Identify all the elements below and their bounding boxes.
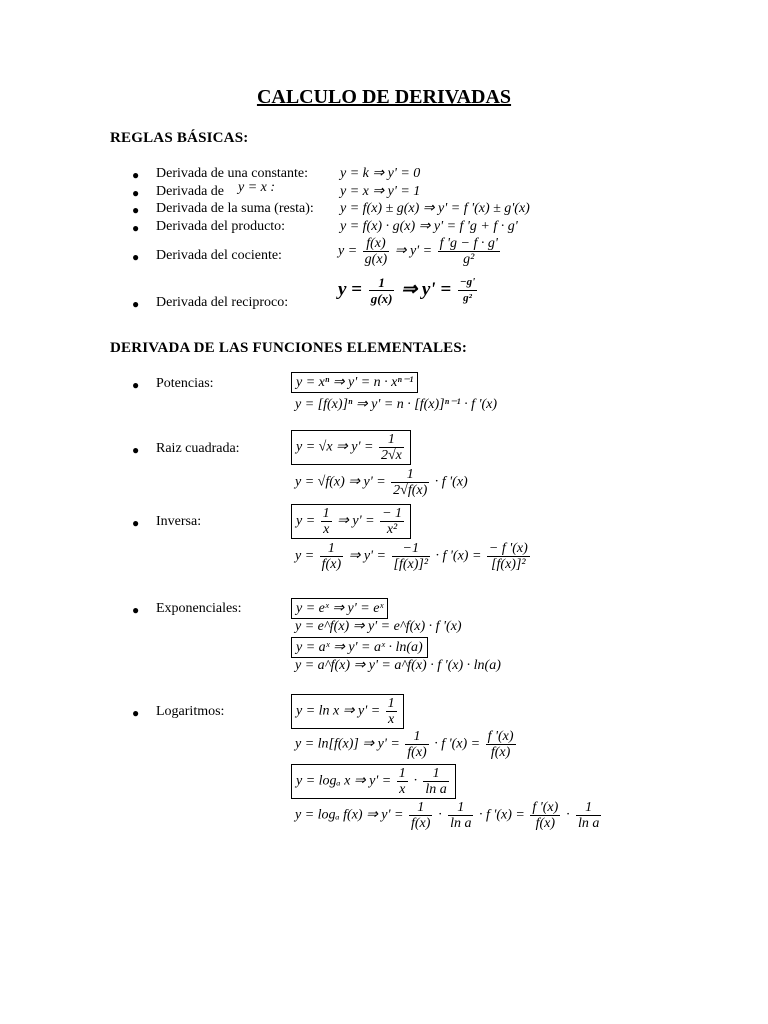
formula-part: y = ln[f(x)] ⇒ y' =	[295, 736, 400, 752]
section-heading-elementary: DERIVADA DE LAS FUNCIONES ELEMENTALES:	[110, 340, 468, 356]
formula-ln-chain	[295, 729, 518, 760]
rule-formula-identity: y = x ⇒ y' = 1	[340, 184, 421, 199]
formula-part: y = √x ⇒ y' =	[296, 439, 374, 455]
formula-part: y = logₐ x ⇒ y' =	[296, 773, 392, 789]
bullet-icon: ●	[132, 443, 140, 457]
numerator: 1	[409, 800, 432, 816]
page-title: CALCULO DE DERIVADAS	[256, 86, 512, 108]
rule-label-product: Derivada del producto:	[156, 219, 286, 234]
formula-log-basic: y = logₐ x ⇒ y' = $\frac{1}{x}$ · $\frac{1}{\text{ln a}}$	[291, 764, 456, 799]
formula-log-chain: y = logₐ f(x) ⇒ y' = $\frac{1}{f(x)}$ · $\frac{1}{\text{ln a}}$ · f '(x) = $\frac{f '(x)}{f(x)}$ · $\frac{1}{\text{ln a}}$	[295, 800, 600, 831]
fraction	[397, 766, 408, 797]
formula-sqrt-basic	[291, 430, 411, 465]
denominator: f(x)	[321, 557, 342, 572]
formula-part: · f '(x) =	[435, 548, 482, 564]
fraction	[392, 541, 431, 572]
denominator: g(x)	[364, 252, 388, 267]
denominator: x²	[386, 522, 398, 537]
formula-part: ⇒ y' =	[337, 513, 375, 529]
rule-label-quotient: Derivada del cociente:	[156, 248, 282, 263]
fraction	[379, 432, 404, 463]
formula-part: y = √f(x) ⇒ y' =	[295, 474, 386, 490]
formula-part: ⇒ y' =	[394, 243, 433, 259]
fraction	[409, 800, 432, 831]
formula-sqrt-chain	[295, 467, 468, 498]
label-raiz: Raiz cuadrada:	[156, 441, 240, 456]
bullet-icon: ●	[132, 603, 140, 617]
bullet-icon: ●	[132, 186, 140, 200]
numerator: 1	[576, 800, 601, 816]
denominator: x	[399, 782, 406, 797]
fraction	[369, 275, 395, 306]
fraction	[448, 800, 473, 831]
formula-part: · f '(x) =	[434, 736, 481, 752]
denominator: g²	[463, 252, 475, 267]
rule-label-constant: Derivada de una constante:	[156, 166, 308, 181]
section-heading-basic-rules: REGLAS BÁSICAS:	[110, 130, 249, 146]
label-logaritmos: Logaritmos:	[156, 704, 225, 719]
numerator: f(x)	[363, 236, 390, 252]
rule-label-reciprocal: Derivada del reciproco:	[156, 295, 289, 310]
formula-part: · f '(x)	[434, 474, 468, 490]
label-inversa: Inversa:	[156, 514, 202, 529]
formula-inverse-chain	[295, 541, 532, 572]
denominator: f(x)	[490, 745, 511, 760]
numerator: − 1	[382, 506, 403, 521]
denominator: 2√f(x)	[393, 483, 428, 498]
bullet-icon: ●	[132, 203, 140, 217]
numerator: −1	[392, 541, 431, 557]
formula-part: y =	[338, 243, 358, 259]
rule-formula-product: y = f(x) · g(x) ⇒ y' = f 'g + f · g'	[340, 219, 518, 234]
numerator: 1	[387, 696, 395, 711]
numerator: 1	[391, 467, 429, 483]
denominator: [f(x)]²	[393, 557, 429, 572]
numerator: 1	[322, 506, 330, 521]
formula-exp-e-chain: y = e^f(x) ⇒ y' = e^f(x) · f '(x)	[295, 619, 462, 634]
formula-part: y =	[295, 548, 315, 564]
denominator: ln a	[577, 816, 600, 831]
numerator: − f '(x)	[488, 541, 528, 556]
denominator: f(x)	[410, 816, 431, 831]
numerator: 1	[448, 800, 473, 816]
denominator: g(x)	[370, 291, 393, 306]
fraction	[576, 800, 601, 831]
denominator: ln a	[450, 816, 472, 831]
formula-part: · f '(x) =	[478, 807, 525, 823]
formula-part: ⇒ y' =	[348, 548, 386, 564]
formula-ln-basic	[291, 694, 404, 729]
numerator: 1	[398, 766, 406, 781]
fraction	[405, 729, 428, 760]
fraction	[321, 506, 332, 537]
bullet-icon: ●	[132, 378, 140, 392]
denominator: g²	[463, 292, 472, 304]
rule-label-sum: Derivada de la suma (resta):	[156, 201, 314, 216]
fraction	[486, 729, 516, 760]
denominator: f(x)	[407, 745, 427, 760]
bullet-icon: ●	[132, 250, 140, 264]
bullet-icon: ●	[132, 168, 140, 182]
fraction	[363, 236, 390, 267]
bullet-icon: ●	[132, 297, 140, 311]
rule-formula-sum: y = f(x) ± g(x) ⇒ y' = f '(x) ± g'(x)	[340, 201, 530, 216]
formula-power-chain: y = [f(x)]ⁿ ⇒ y' = n · [f(x)]ⁿ⁻¹ · f '(x)	[295, 397, 498, 412]
bullet-icon: ●	[132, 706, 140, 720]
denominator: x	[323, 522, 330, 537]
numerator: 1	[379, 432, 404, 448]
numerator: 1	[405, 729, 428, 745]
numerator: 1	[369, 275, 395, 291]
fraction	[391, 467, 429, 498]
formula-part: y =	[338, 278, 363, 300]
formula-power-basic: y = xⁿ ⇒ y' = n · xⁿ⁻¹	[291, 372, 418, 393]
rule-inline-identity: y = x :	[238, 180, 276, 195]
numerator: −g'	[458, 275, 477, 291]
denominator: f(x)	[535, 816, 556, 831]
formula-part: y = logₐ f(x) ⇒ y' =	[295, 807, 404, 823]
rule-formula-reciprocal	[338, 275, 479, 306]
bullet-icon: ●	[132, 221, 140, 235]
fraction	[320, 541, 343, 572]
denominator: ln a	[425, 782, 447, 797]
numerator: f 'g − f · g'	[439, 236, 498, 251]
rule-formula-quotient	[338, 236, 502, 267]
formula-exp-a-chain: y = a^f(x) ⇒ y' = a^f(x) · f '(x) · ln(a)	[295, 658, 501, 673]
fraction	[458, 275, 477, 306]
fraction	[438, 236, 500, 267]
numerator: 1	[320, 541, 343, 557]
fraction	[423, 766, 448, 797]
label-exponenciales: Exponenciales:	[156, 601, 242, 616]
formula-exp-a-basic: y = aˣ ⇒ y' = aˣ · ln(a)	[291, 637, 428, 658]
formula-part: y =	[296, 513, 316, 529]
denominator: x	[388, 712, 395, 727]
formula-part: y = ln x ⇒ y' =	[296, 703, 381, 719]
denominator: 2√x	[380, 448, 402, 463]
numerator: f '(x)	[532, 800, 559, 815]
formula-part: ⇒ y' =	[401, 278, 452, 300]
rule-label-identity: Derivada de	[156, 184, 225, 199]
fraction	[530, 800, 560, 831]
fraction	[386, 696, 397, 727]
fraction	[380, 506, 404, 537]
fraction	[487, 541, 530, 572]
formula-inverse-basic	[291, 504, 411, 539]
numerator: f '(x)	[487, 729, 514, 744]
formula-exp-e-basic: y = eˣ ⇒ y' = eˣ	[291, 598, 388, 619]
numerator: 1	[423, 766, 448, 782]
denominator: [f(x)]²	[491, 557, 526, 572]
label-potencias: Potencias:	[156, 376, 214, 391]
rule-formula-constant: y = k ⇒ y' = 0	[340, 166, 421, 181]
bullet-icon: ●	[132, 516, 140, 530]
